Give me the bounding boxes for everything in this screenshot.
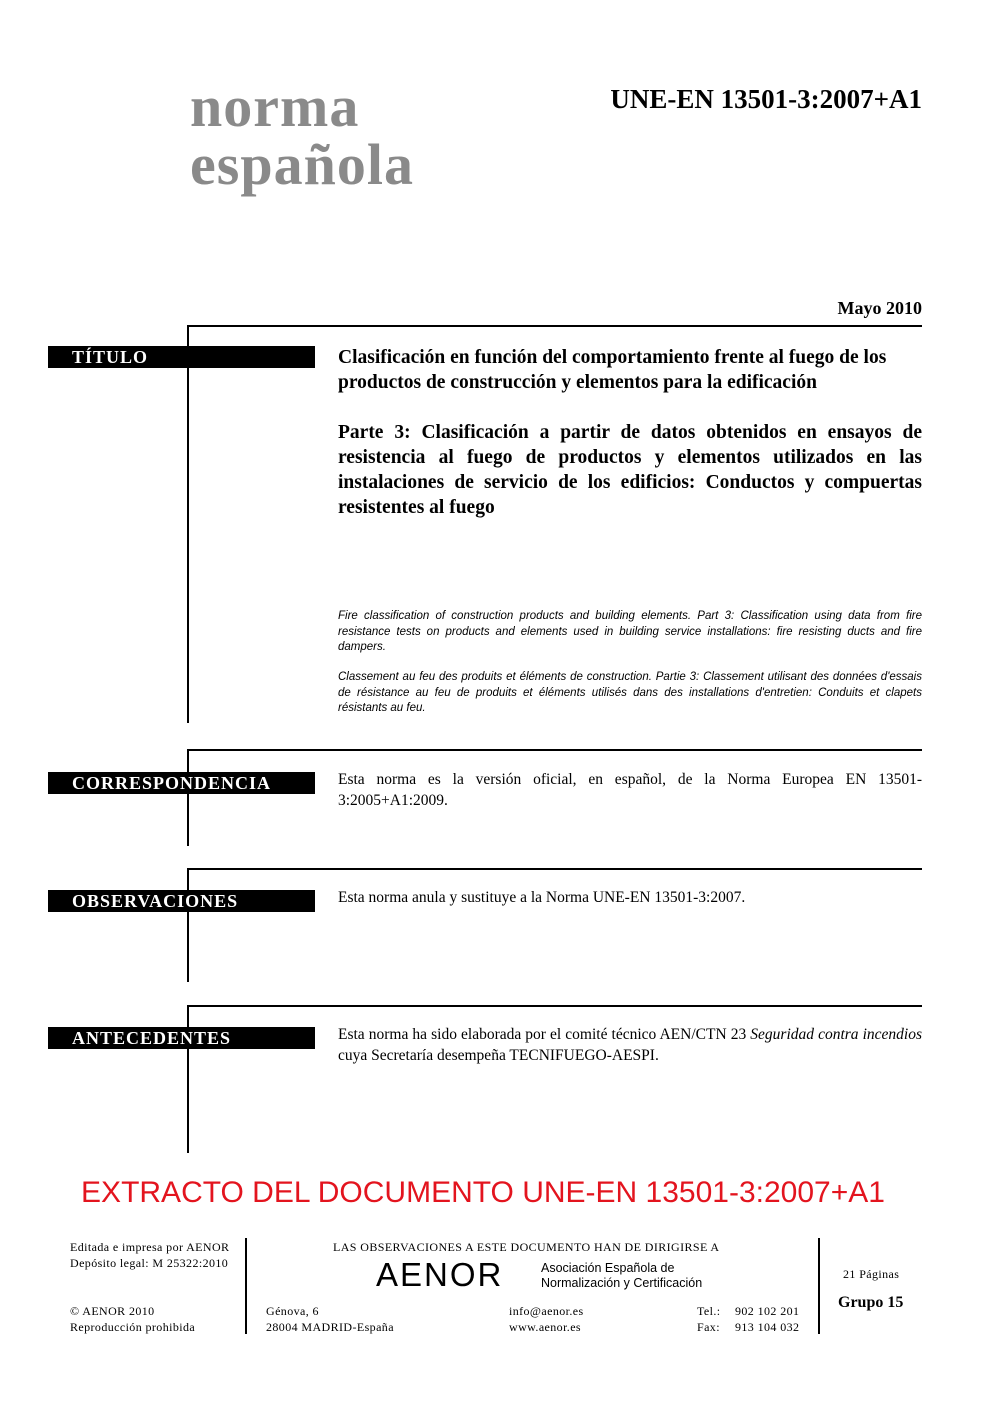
section-divider-observaciones <box>188 868 922 870</box>
footer-web[interactable]: www.aenor.es <box>509 1320 582 1334</box>
section-label-correspondencia: CORRESPONDENCIA <box>48 772 315 794</box>
title-part: Parte 3: Clasificación a partir de datos obtenidos en ensayos de resistencia al fuego de productos y elementos utilizados en las instalaciones de servicio de los edificios: Conductos y compuertas resistentes al fuego <box>338 422 922 518</box>
footer-divider-left <box>245 1238 247 1334</box>
footer-observations-note: LAS OBSERVACIONES A ESTE DOCUMENTO HAN DE DIRIGIRSE A <box>333 1240 720 1254</box>
title-french: Classement au feu des produits et éléments de construction. Partie 3: Classement utilisant des données d'essais de résistance au feu de produits et éléments utilisés dans des installations d'entretien: Conduits et clapets résistants au feu. <box>338 671 922 714</box>
section-divider-correspondencia <box>188 749 922 751</box>
observaciones-text: Esta norma anula y sustituye a la Norma UNE-EN 13501-3:2007. <box>338 889 746 906</box>
section-divider-antecedentes <box>188 1005 922 1007</box>
section-vline-correspondencia <box>187 749 189 846</box>
footer-reproduction: Reproducción prohibida <box>70 1320 196 1334</box>
footer-tel: 902 102 201 <box>735 1304 800 1318</box>
publication-date: Mayo 2010 <box>837 298 922 318</box>
section-vline-titulo <box>187 325 189 723</box>
footer-tel-label: Tel.: <box>697 1304 721 1318</box>
antecedentes-committee-name: Seguridad contra incendios <box>750 1026 922 1043</box>
title-english: Fire classification of construction products and building elements. Part 3: Classification using data from fire resistance tests on products and elements used in building service installations: fire resisting ducts and fire dampers. <box>338 610 922 653</box>
footer-pages: 21 Páginas <box>843 1267 900 1281</box>
footer-fax: 913 104 032 <box>735 1320 800 1334</box>
section-label-titulo: TÍTULO <box>48 346 315 368</box>
section-label-observaciones: OBSERVACIONES <box>48 890 315 912</box>
brand-line-2: española <box>190 132 414 197</box>
antecedentes-text-start: Esta norma ha sido elaborada por el comité técnico AEN/CTN 23 <box>338 1026 751 1043</box>
aenor-logo-text: AENOR <box>376 1256 504 1293</box>
aenor-full-name <box>541 1261 702 1291</box>
footer-group: Grupo 15 <box>838 1294 904 1311</box>
footer-address-street: Génova, 6 <box>266 1304 319 1318</box>
standard-code: UNE-EN 13501-3:2007+A1 <box>610 84 922 114</box>
antecedentes-text-end: cuya Secretaría desempeña TECNIFUEGO-AESPI. <box>338 1047 659 1064</box>
footer-email[interactable]: info@aenor.es <box>509 1304 584 1318</box>
section-label-antecedentes: ANTECEDENTES <box>48 1027 315 1049</box>
section-vline-observaciones <box>187 868 189 982</box>
brand-title <box>190 74 414 197</box>
extract-watermark: EXTRACTO DEL DOCUMENTO UNE-EN 13501-3:2007+A1 <box>81 1176 885 1209</box>
footer-edited: Editada e impresa por AENOR <box>70 1240 230 1254</box>
footer-deposito: Depósito legal: M 25322:2010 <box>70 1256 229 1270</box>
footer-copyright: © AENOR 2010 <box>70 1304 155 1318</box>
title-main: Clasificación en función del comportamiento frente al fuego de los productos de construcción y elementos para la edificación <box>338 347 887 393</box>
footer-address-city: 28004 MADRID-España <box>266 1320 394 1334</box>
brand-line-1: norma <box>190 74 360 139</box>
footer-fax-label: Fax: <box>697 1320 720 1334</box>
correspondencia-text: Esta norma es la versión oficial, en español, de la Norma Europea EN 13501-3:2005+A1:2009. <box>338 771 922 809</box>
section-divider-titulo <box>188 325 922 327</box>
aenor-full-name-line-1: Asociación Española de <box>541 1261 675 1275</box>
aenor-full-name-line-2: Normalización y Certificación <box>541 1276 703 1290</box>
footer-divider-right <box>818 1238 820 1334</box>
antecedentes-text <box>338 1024 922 1066</box>
